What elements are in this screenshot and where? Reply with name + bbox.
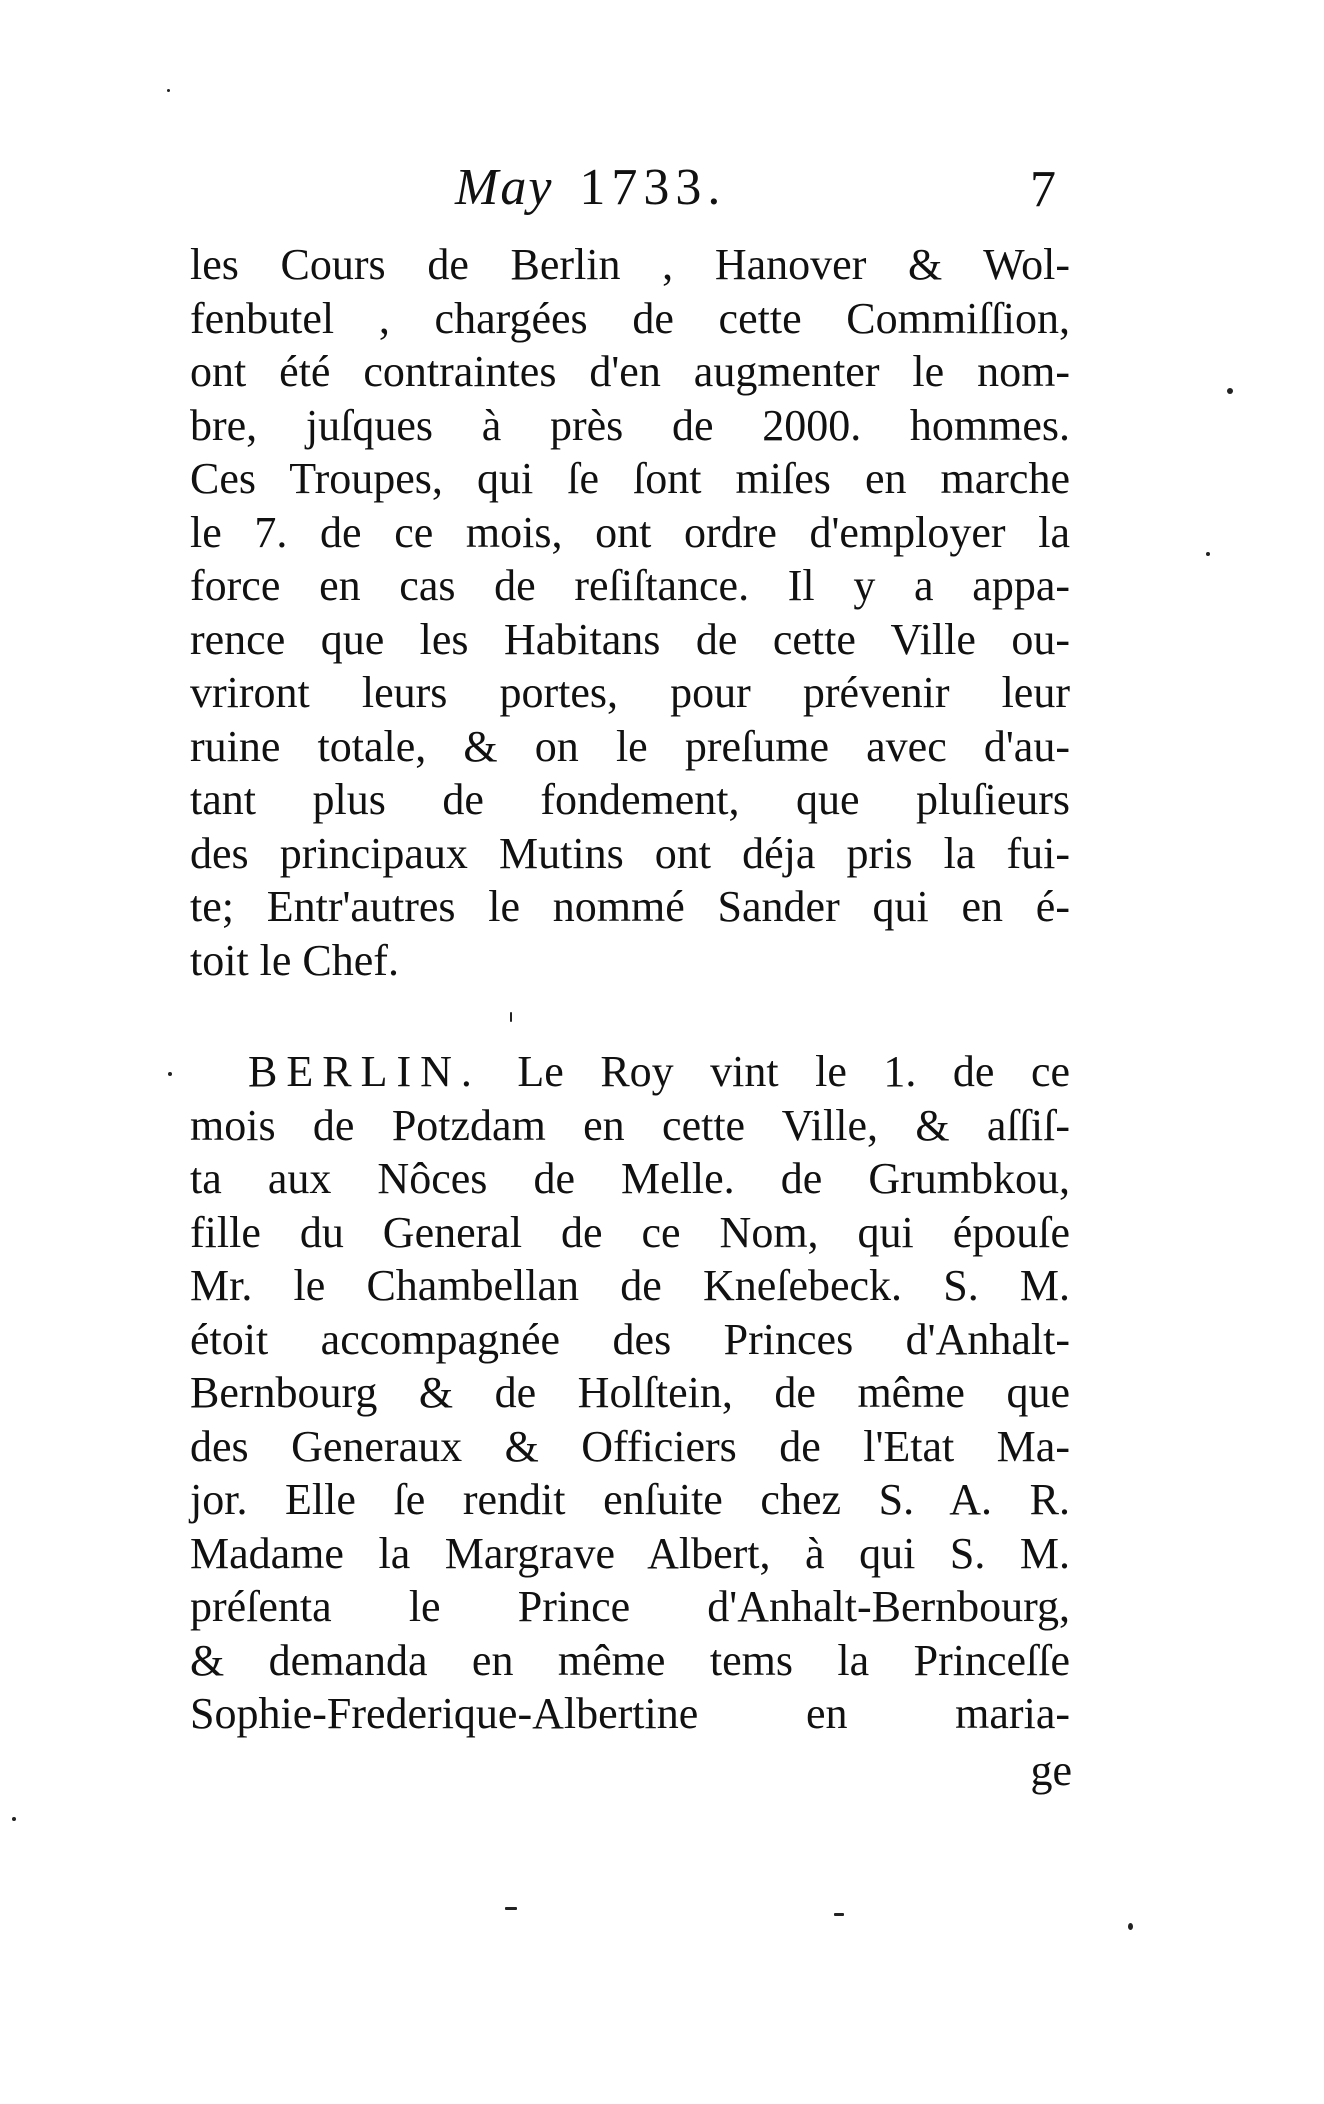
scan-speck (1206, 552, 1210, 556)
text-line: fenbutel , chargées de cette Commiſſion, (190, 293, 1070, 343)
text-line: des Generaux & Officiers de l'Etat Ma- (190, 1421, 1070, 1471)
running-title-month: May (455, 159, 554, 216)
text-line: force en cas de reſiſtance. Il y a appa- (190, 561, 1070, 610)
text-line: ruine totale, & on le preſume avec d'au- (190, 721, 1070, 771)
page-header (190, 158, 1070, 228)
text-line: les Cours de Berlin , Hanover & Wol- (190, 240, 1070, 289)
text-line-first (190, 1045, 1070, 1099)
text-line: Bernbourg & de Holſtein, de même que (190, 1368, 1070, 1417)
text-line: bre, juſques à près de 2000. hommes. (190, 400, 1070, 450)
scan-speck (834, 1913, 844, 1916)
scan-speck (1227, 388, 1233, 394)
running-title (455, 158, 726, 217)
scan-speck (1128, 1923, 1133, 1930)
scan-speck (168, 1072, 172, 1076)
text-line: & demanda en même tems la Princeſſe (190, 1635, 1070, 1685)
text-line: ta aux Nôces de Melle. de Grumbkou, (190, 1154, 1070, 1203)
text-line: des principaux Mutins ont déja pris la fui- (190, 828, 1070, 878)
text-line: Mr. le Chambellan de Kneſebeck. S. M. (190, 1261, 1070, 1310)
scan-speck (12, 1817, 16, 1821)
text-line: rence que les Habitans de cette Ville ou- (190, 614, 1070, 664)
text-line: Ces Troupes, qui ſe ſont miſes en marche (190, 454, 1070, 503)
scan-speck (510, 1012, 512, 1022)
text-line: préſenta le Prince d'Anhalt-Bernbourg, (190, 1582, 1070, 1631)
catchword: ge (1030, 1746, 1072, 1795)
dateline-heading: BERLIN. (248, 1047, 481, 1096)
paragraph-continued (190, 238, 1070, 987)
scan-speck (167, 89, 170, 92)
paragraph-berlin (190, 1045, 1070, 1741)
text-line: fille du General de ce Nom, qui épouſe (190, 1207, 1070, 1257)
text-line: jor. Elle ſe rendit enſuite chez S. A. R. (190, 1475, 1070, 1524)
text-line: vriront leurs portes, pour prévenir leur (190, 668, 1070, 717)
text-line: te; Entr'autres le nommé Sander qui en é- (190, 882, 1070, 931)
text-line: toit le Chef. (190, 935, 399, 985)
scan-speck (505, 1907, 517, 1910)
text-line: ont été contraintes d'en augmenter le nom- (190, 347, 1070, 396)
page-number: 7 (1030, 161, 1056, 218)
text-line: mois de Potzdam en cette Ville, & aſſiſ- (190, 1100, 1070, 1150)
running-title-year: 1733. (579, 159, 727, 216)
text-line: étoit accompagnée des Princes d'Anhalt- (190, 1314, 1070, 1364)
first-line-text: Le Roy vint le 1. de ce (517, 1047, 1071, 1096)
text-line: Madame la Margrave Albert, à qui S. M. (190, 1528, 1070, 1578)
text-line: le 7. de ce mois, ont ordre d'employer la (190, 507, 1070, 557)
text-line: Sophie-Frederique-Albertine en maria- (190, 1689, 1070, 1738)
text-line: tant plus de fondement, que pluſieurs (190, 775, 1070, 824)
